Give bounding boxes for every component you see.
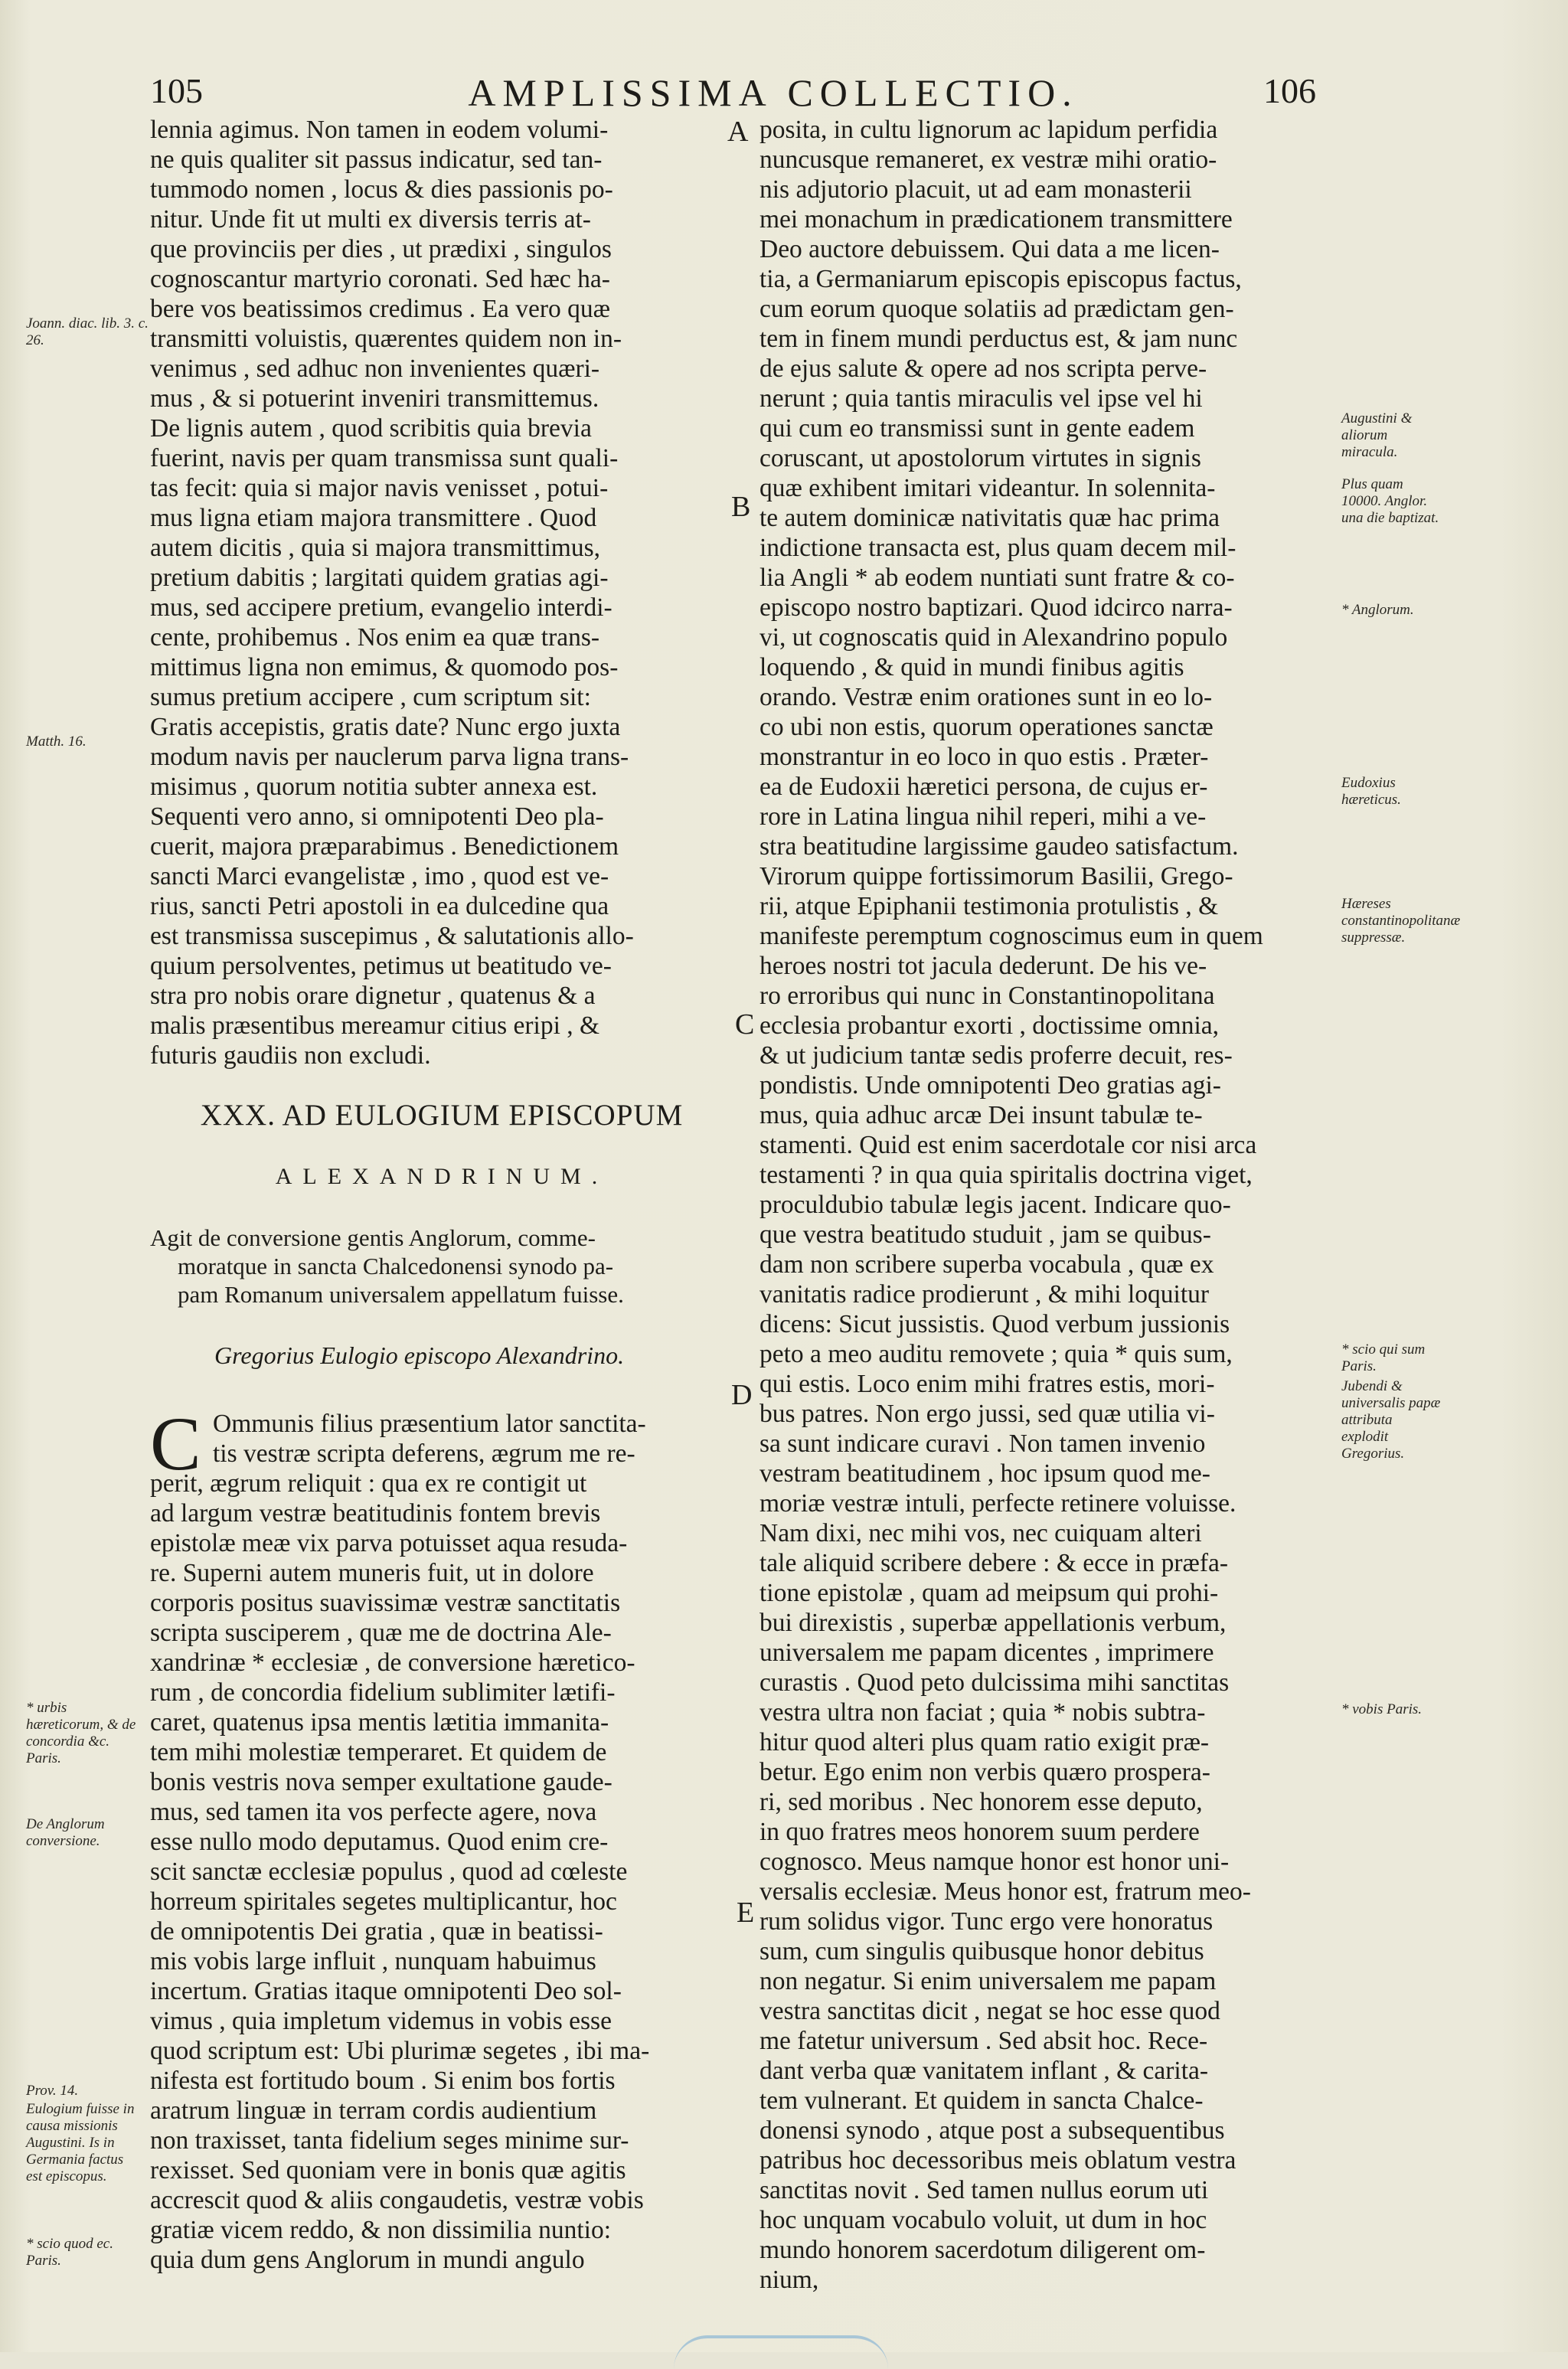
text-line: Sequenti vero anno, si omnipotenti Deo pla- (150, 802, 604, 831)
text-line: nis adjutorio placuit, ut ad eam monasterii (760, 175, 1192, 204)
text-line: que vestra beatitudo studuit , jam se quibus- (760, 1220, 1211, 1249)
margin-note-vobis: * vobis Paris. (1341, 1701, 1423, 1717)
summary-line: Agit de conversione gentis Anglorum, comme- (150, 1224, 596, 1251)
text-line: est transmissa suscepimus , & salutationis allo- (150, 922, 634, 950)
text-line: cum eorum quoque solatiis ad prædictam gen- (760, 295, 1234, 323)
text-line: pretium dabitis ; largitati quidem gratias agi- (150, 564, 609, 592)
text-line: qui estis. Loco enim mihi fratres estis, mori- (760, 1370, 1215, 1398)
text-line: coruscant, ut apostolorum virtutes in signis (760, 444, 1201, 472)
text-line: bus patres. Non ergo jussi, sed quæ utilia vi- (760, 1400, 1215, 1428)
section-letter-c: C (735, 1008, 755, 1041)
text-line: te autem dominicæ nativitatis quæ hac prima (760, 504, 1220, 532)
text-line: tem mihi molestiæ temperaret. Et quidem de (150, 1738, 607, 1766)
text-line: non traxisset, tanta fidelium seges minime sur- (150, 2126, 629, 2155)
text-line: cognosco. Meus namque honor est honor uni- (760, 1848, 1230, 1876)
text-line: nuncusque remaneret, ex vestræ mihi oratio- (760, 145, 1217, 174)
text-line: mus, sed accipere pretium, evangelio interdi- (150, 593, 612, 622)
text-line: co ubi non estis, quorum operationes sanctæ (760, 713, 1214, 741)
text-line: testamenti ? in qua quia spiritalis doctrina viget, (760, 1161, 1253, 1189)
margin-note-haereses: Hæreses constantinopolitanæ suppressæ. (1341, 896, 1461, 946)
text-line: universalem me papam dicentes , imprimere (760, 1639, 1214, 1667)
text-line: tem vulnerant. Et quidem in sancta Chalce- (760, 2086, 1204, 2115)
text-line: misimus , quorum notitia subter annexa est. (150, 773, 598, 801)
text-line: bere vos beatissimos credimus . Ea vero quæ (150, 295, 611, 323)
text-line: mis vobis large influit , nunquam habuimus (150, 1947, 596, 1975)
text-line: proculdubio tabulæ legis jacent. Indicare quo- (760, 1191, 1231, 1219)
text-line: curastis . Quod peto dulcissima mihi sanctitas (760, 1668, 1230, 1697)
text-line: rius, sancti Petri apostoli in ea dulcedine qua (150, 892, 609, 920)
text-line: mus, sed tamen ita vos perfecte agere, nova (150, 1798, 597, 1826)
text-line: lennia agimus. Non tamen in eodem volumi- (150, 116, 609, 144)
text-line: incertum. Gratias itaque omnipotenti Deo sol- (150, 1977, 622, 2005)
text-line: posita, in cultu lignorum ac lapidum perfidia (760, 116, 1218, 144)
text-line: stra beatitudine largissime gaudeo satisfactum. (760, 832, 1239, 861)
text-line: tis vestræ scripta deferens, ægrum me re- (213, 1439, 635, 1468)
text-line: dant verba quæ vanitatem inflant , & carita- (760, 2057, 1209, 2085)
margin-note-augustini: Augustini & aliorum miracula. (1341, 410, 1413, 460)
text-line: tem in finem mundi perductus est, & jam nunc (760, 325, 1238, 353)
margin-note-anglorum: * Anglorum. (1341, 602, 1414, 618)
text-line: orando. Vestræ enim orationes sunt in eo lo- (760, 683, 1213, 711)
text-line: stamenti. Quid est enim sacerdotale cor nisi arca (760, 1131, 1257, 1159)
text-line: lia Angli * ab eodem nuntiati sunt fratre & co- (760, 564, 1235, 592)
text-line: ro erroribus qui nunc in Constantinopolitana (760, 982, 1215, 1010)
text-line: que provinciis per dies , ut prædixi , singulos (150, 235, 612, 263)
section-title: XXX. AD EULOGIUM EPISCOPUM (200, 1099, 684, 1132)
text-line: rum , de concordia fidelium sublimiter lætifi- (150, 1678, 616, 1707)
text-line: xandrinæ * ecclesiæ , de conversione hæretico- (150, 1648, 635, 1677)
text-line: quium persolventes, petimus ut beatitudo ve- (150, 952, 612, 980)
text-line: nerunt ; quia tantis miraculis vel ipse vel hi (760, 384, 1203, 413)
text-line: pondistis. Unde omnipotenti Deo gratias agi- (760, 1071, 1221, 1100)
margin-note-joann: Joann. diac. lib. 3. c. 26. (26, 315, 149, 348)
text-line: dam non scribere superba vocabula , quæ ex (760, 1250, 1214, 1279)
text-line: Gratis accepistis, gratis date? Nunc ergo juxta (150, 713, 621, 741)
text-line: tia, a Germaniarum episcopis episcopus factus, (760, 265, 1242, 293)
section-letter-a: A (727, 116, 749, 148)
text-line: in quo fratres meos honorem suum perdere (760, 1818, 1200, 1846)
summary-line: moratque in sancta Chalcedonensi synodo pa- (178, 1253, 614, 1279)
running-title: AMPLISSIMA COLLECTIO. (468, 71, 1079, 114)
section-letter-d: D (731, 1379, 753, 1411)
text-line: sa sunt indicare curavi . Non tamen invenio (760, 1430, 1206, 1458)
text-line: vanitatis radice prodierunt , & mihi loquitur (760, 1280, 1210, 1309)
left-column-body (150, 1409, 733, 2275)
text-line: rexisset. Sed quoniam vere in bonis quæ agitis (150, 2156, 626, 2184)
text-line: nium, (760, 2266, 819, 2294)
text-line: Ommunis filius præsentium lator sanctita- (213, 1410, 646, 1438)
left-page-number: 105 (150, 71, 203, 110)
text-line: betur. Ego enim non verbis quæro prospera- (760, 1758, 1210, 1786)
text-line: ea de Eudoxii hæretici persona, de cujus er- (760, 773, 1208, 801)
text-line: nifesta est fortitudo boum . Si enim bos fortis (150, 2067, 616, 2095)
text-line: scit sanctæ ecclesiæ populus , quod ad cœleste (150, 1858, 628, 1886)
text-line: tas fecit: quia si major navis venisset , potui- (150, 474, 609, 502)
text-line: loquendo , & quid in mundi finibus agitis (760, 653, 1184, 681)
text-line: Deo auctore debuissem. Qui data a me licen- (760, 235, 1220, 263)
margin-note-plus-quam: Plus quam 10000. Anglor. una die baptizat. (1341, 476, 1439, 526)
text-line: bui direxistis , superbæ appellationis verbum, (760, 1609, 1227, 1637)
text-line: gratiæ vicem reddo, & non dissimilia nuntio: (150, 2216, 612, 2244)
margin-note-scio-qui: * scio qui sum Paris. (1341, 1341, 1426, 1374)
text-line: donensi synodo , atque post a subsequentibus (760, 2116, 1225, 2145)
text-line: tione epistolæ , quam ad meipsum qui prohi- (760, 1579, 1219, 1607)
text-line: de ejus salute & opere ad nos scripta perve- (760, 355, 1207, 383)
text-line: rore in Latina lingua nihil reperi, mihi a ve- (760, 802, 1207, 831)
text-line: hitur quod alteri plus quam ratio exigit præ- (760, 1728, 1210, 1756)
margin-note-prov: Prov. 14. (26, 2083, 79, 2099)
text-line: sancti Marci evangelistæ , imo , quod est ve- (150, 862, 609, 890)
text-line: modum navis per nauclerum parva ligna trans- (150, 743, 629, 771)
text-line: aratrum linguæ in terram cordis audientium (150, 2096, 597, 2125)
text-line: tummodo nomen , locus & dies passionis po- (150, 175, 613, 204)
text-line: scripta susciperem , quæ me de doctrina Ale- (150, 1619, 612, 1647)
text-line: mus ligna etiam majora transmittere . Quod (150, 504, 597, 532)
text-line: esse nullo modo deputamus. Quod enim cre- (150, 1828, 609, 1856)
text-line: caret, quatenus ipsa mentis lætitia immanita- (150, 1708, 609, 1737)
right-page-number: 106 (1263, 71, 1316, 110)
text-line: vestram beatitudinem , hoc ipsum quod me- (760, 1459, 1210, 1488)
text-line: epistolæ meæ vix parva potuisset aqua resuda- (150, 1529, 628, 1557)
letter-greeting: Gregorius Eulogio episcopo Alexandrino. (214, 1341, 625, 1369)
text-line: venimus , sed adhuc non invenientes quæri- (150, 355, 600, 383)
text-line: quæ exhibent imitari videantur. In solennita- (760, 474, 1216, 502)
text-line: episcopo nostro baptizari. Quod idcirco narra- (760, 593, 1233, 622)
margin-note-eudoxius: Eudoxius hæreticus. (1341, 775, 1401, 808)
text-line: vi, ut cognoscatis quid in Alexandrino populo (760, 623, 1228, 652)
text-line: cuerit, majora præparabimus . Benedictionem (150, 832, 619, 861)
text-line: versalis ecclesiæ. Meus honor est, fratrum meo- (760, 1877, 1251, 1906)
text-line: accrescit quod & aliis congaudetis, vestræ vobis (150, 2186, 644, 2214)
summary-line: pam Romanum universalem appellatum fuisse. (178, 1281, 624, 1308)
margin-note-eulogium: Eulogium fuisse in causa missionis Augustini. Is in Germania factus est episcopus. (26, 2101, 135, 2184)
text-line: manifeste peremptum cognoscimus eum in quem (760, 922, 1263, 950)
text-line: ri, sed moribus . Nec honorem esse deputo, (760, 1788, 1203, 1816)
text-line: fuerint, navis per quam transmissa sunt quali- (150, 444, 619, 472)
text-line: mei monachum in prædicationem transmittere (760, 205, 1233, 234)
text-line: nitur. Unde fit ut multi ex diversis terris at- (150, 205, 591, 234)
text-line: tale aliquid scribere debere : & ecce in præfa- (760, 1549, 1228, 1577)
section-subtitle: ALEXANDRINUM. (275, 1164, 609, 1189)
text-line: horreum spiritales segetes multiplicantur, hoc (150, 1887, 617, 1916)
text-line: re. Superni autem muneris fuit, ut in dolore (150, 1559, 594, 1587)
text-line: & ut judicium tantæ sedis proferre decuit, res- (760, 1041, 1233, 1070)
text-line: mundo honorem sacerdotum diligerent om- (760, 2236, 1206, 2264)
section-letter-e: E (737, 1897, 755, 1929)
text-line: rii, atque Epiphanii testimonia protulistis , & (760, 892, 1219, 920)
margin-note-urbis: * urbis hæreticorum, & de concordia &c. Paris. (26, 1700, 136, 1766)
text-line: mittimus ligna non emimus, & quomodo pos- (150, 653, 619, 681)
text-line: vimus , quia impletum videmus in vobis esse (150, 2007, 612, 2035)
margin-note-jubendi: Jubendi & universalis papæ attributa explodit Gregorius. (1341, 1378, 1441, 1462)
section-letter-b: B (731, 491, 751, 523)
text-line: mus, quia adhuc arcæ Dei insunt tabulæ te- (760, 1101, 1203, 1129)
text-line: me fatetur universum . Sed absit hoc. Rece- (760, 2027, 1208, 2055)
text-line: stra pro nobis orare dignetur , quatenus & a (150, 982, 596, 1010)
left-column-top (150, 115, 733, 1070)
text-line: qui cum eo transmissi sunt in gente eadem (760, 414, 1195, 443)
margin-note-matth: Matth. 16. (26, 734, 87, 750)
text-line: ecclesia probantur exorti , doctissime omnia, (760, 1011, 1220, 1040)
library-stamp (674, 2335, 888, 2369)
text-line: autem dicitis , quia si majora transmittimus, (150, 534, 601, 562)
text-line: quia dum gens Anglorum in mundi angulo (150, 2246, 585, 2274)
text-line: ad largum vestræ beatitudinis fontem brevis (150, 1499, 601, 1528)
text-line: bonis vestris nova semper exultatione gaude- (150, 1768, 612, 1796)
text-line: hoc unquam vocabulo voluit, ut dum in hoc (760, 2206, 1207, 2234)
drop-capital: C (150, 1401, 201, 1486)
text-line: perit, ægrum reliquit : qua ex re contigit ut (150, 1469, 587, 1498)
text-line: quod scriptum est: Ubi plurimæ segetes , ibi ma- (150, 2037, 650, 2065)
text-line: rum solidus vigor. Tunc ergo vere honoratus (760, 1907, 1214, 1936)
section-summary (150, 1224, 733, 1309)
text-line: ne quis qualiter sit passus indicatur, sed tan- (150, 145, 603, 174)
text-line: malis præsentibus mereamur citius eripi , & (150, 1011, 600, 1040)
text-line: cente, prohibemus . Nos enim ea quæ trans- (150, 623, 600, 652)
text-line: peto a meo auditu removete ; quia * quis sum, (760, 1340, 1233, 1368)
text-line: Nam dixi, nec mihi vos, nec cuiquam alteri (760, 1519, 1202, 1547)
text-line: vestra ultra non faciat ; quia * nobis subtra- (760, 1698, 1206, 1727)
text-line: vestra sanctitas dicit , negat se hoc esse quod (760, 1997, 1220, 2025)
text-line: heroes nostri tot jacula dederunt. De his ve- (760, 952, 1207, 980)
text-line: sum, cum singulis quibusque honor debitus (760, 1937, 1204, 1965)
text-line: sumus pretium accipere , cum scriptum sit: (150, 683, 591, 711)
text-line: sanctitas novit . Sed tamen nullus eorum uti (760, 2176, 1209, 2204)
margin-note-scio: * scio quod ec. Paris. (26, 2236, 113, 2269)
text-line: Virorum quippe fortissimorum Basilii, Grego- (760, 862, 1233, 890)
text-line: patribus hoc decessoribus meis oblatum vestra (760, 2146, 1236, 2175)
text-line: cognoscantur martyrio coronati. Sed hæc ha- (150, 265, 610, 293)
text-line: de omnipotentis Dei gratia , quæ in beatissi- (150, 1917, 603, 1946)
text-line: mus , & si potuerint inveniri transmittemus. (150, 384, 599, 413)
text-line: dicens: Sicut jussistis. Quod verbum jussionis (760, 1310, 1230, 1338)
text-line: futuris gaudiis non excludi. (150, 1041, 431, 1070)
text-line: monstrantur in eo loco in quo estis . Præter- (760, 743, 1209, 771)
text-line: indictione transacta est, plus quam decem mil- (760, 534, 1236, 562)
text-line: transmitti voluistis, quærentes quidem non in- (150, 325, 622, 353)
text-line: De lignis autem , quod scribitis quia brevia (150, 414, 592, 443)
text-line: non negatur. Si enim universalem me papam (760, 1967, 1217, 1995)
right-column (760, 115, 1337, 2295)
text-line: corporis positus suavissimæ vestræ sanctitatis (150, 1589, 621, 1617)
text-line: moriæ vestræ intuli, perfecte retinere voluisse. (760, 1489, 1236, 1518)
margin-note-de-anglorum: De Anglorum conversione. (26, 1816, 105, 1849)
